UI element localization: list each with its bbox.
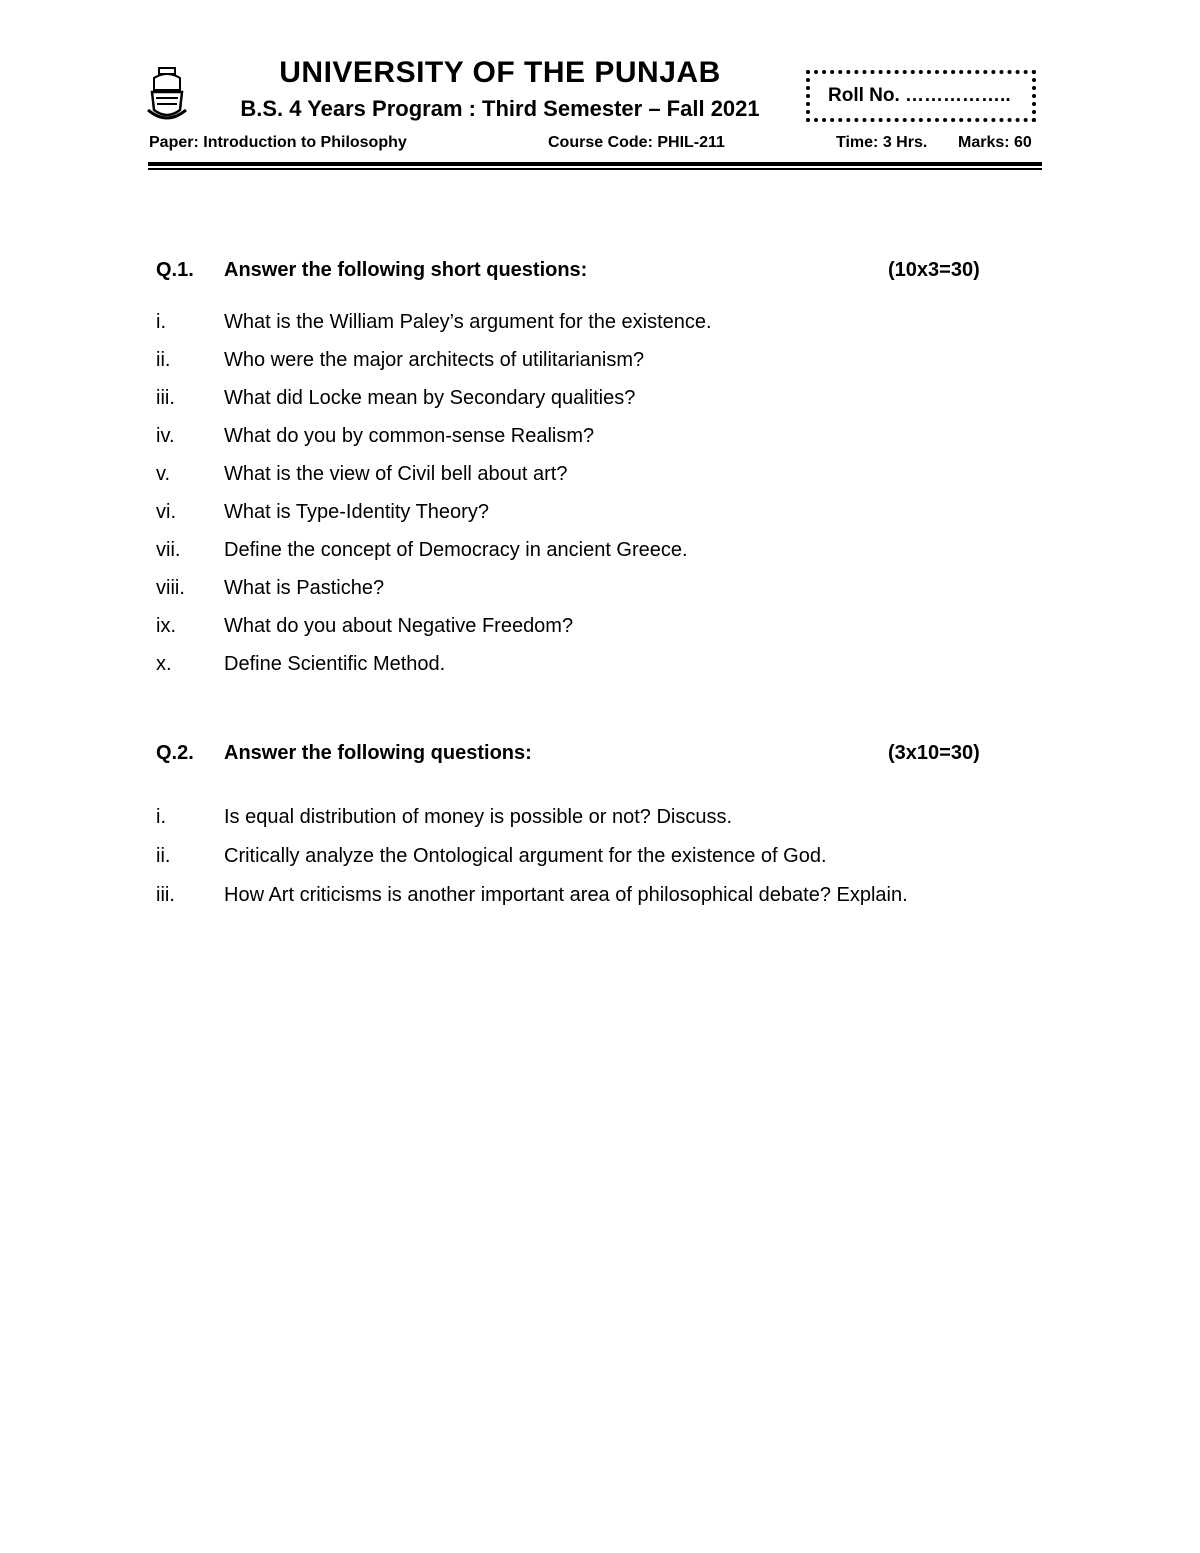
course-code: Course Code: PHIL-211: [548, 134, 725, 151]
q1-item-number: ix.: [156, 615, 176, 637]
q1-item-text: Define the concept of Democracy in ancient Greece.: [224, 539, 688, 561]
q1-item-number: i.: [156, 311, 166, 333]
q1-item-number: vi.: [156, 501, 176, 523]
q1-item-number: v.: [156, 463, 171, 485]
q1-item-number: iv.: [156, 425, 175, 447]
q1-marks: (10x3=30): [888, 259, 980, 281]
q1-item-number: viii.: [156, 577, 185, 599]
roll-number-label: Roll No. ……………..: [828, 85, 1011, 106]
q1-item-text: What is the William Paley’s argument for the existence.: [224, 311, 712, 333]
university-crest-icon: [146, 66, 188, 126]
q1-item-number: vii.: [156, 539, 181, 561]
paper-name: Paper: Introduction to Philosophy: [149, 134, 407, 151]
q1-item-text: What is Type-Identity Theory?: [224, 501, 489, 523]
university-title: UNIVERSITY OF THE PUNJAB: [279, 56, 721, 89]
q1-item-number: x.: [156, 653, 172, 675]
total-marks: Marks: 60: [958, 134, 1032, 151]
q1-item-text: What is Pastiche?: [224, 577, 385, 599]
roll-number-box: [806, 70, 1036, 122]
q1-item-text: What is the view of Civil bell about art?: [224, 463, 568, 485]
q1-title: Answer the following short questions:: [224, 259, 588, 281]
q2-item-number: i.: [156, 806, 166, 828]
q2-item-number: iii.: [156, 884, 175, 906]
header-divider-thick: [148, 162, 1042, 166]
header-divider-thin: [148, 168, 1042, 170]
q1-item-text: What do you by common-sense Realism?: [224, 425, 595, 447]
q1-item-number: ii.: [156, 349, 171, 371]
q2-title: Answer the following questions:: [224, 742, 532, 764]
q1-item-text: What do you about Negative Freedom?: [224, 615, 574, 637]
q1-number: Q.1.: [156, 259, 194, 281]
q2-number: Q.2.: [156, 742, 194, 764]
q2-item-text: How Art criticisms is another important area of philosophical debate? Explain.: [224, 884, 908, 906]
exam-time: Time: 3 Hrs.: [836, 134, 928, 151]
q2-item-number: ii.: [156, 845, 171, 867]
program-subtitle: B.S. 4 Years Program : Third Semester – Fall 2021: [240, 96, 760, 121]
q1-item-number: iii.: [156, 387, 175, 409]
q1-item-text: Who were the major architects of utilitarianism?: [224, 349, 645, 371]
q1-item-text: What did Locke mean by Secondary qualities?: [224, 387, 636, 409]
q2-marks: (3x10=30): [888, 742, 980, 764]
q2-item-text: Critically analyze the Ontological argument for the existence of God.: [224, 845, 827, 867]
q1-item-text: Define Scientific Method.: [224, 653, 446, 675]
q2-item-text: Is equal distribution of money is possible or not? Discuss.: [224, 806, 733, 828]
